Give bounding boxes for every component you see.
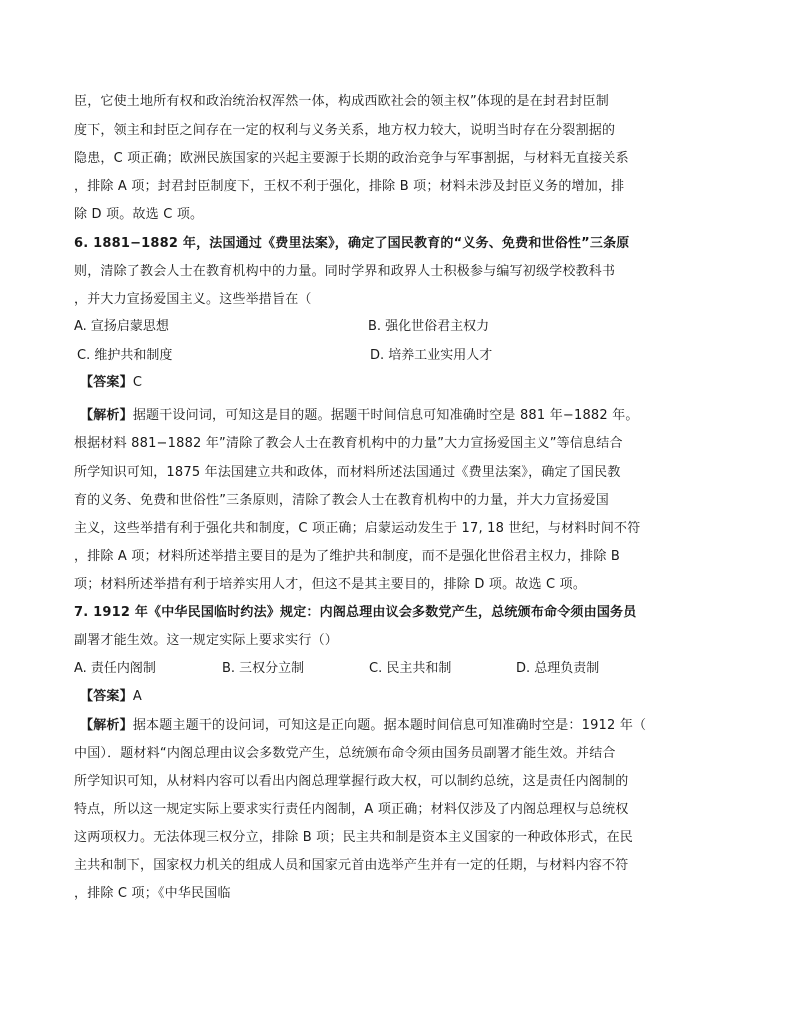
question-6-stem <box>74 235 629 253</box>
answer-value: A <box>132 689 142 704</box>
text-line: 中国）．题材料“内阁总理由议会多数党产生，总统颁布命令须由国务员副署才能生效。并结合 <box>74 746 616 761</box>
option-c: C. 维护共和制度 <box>77 348 173 363</box>
answer-label: 【答案】 <box>80 689 133 704</box>
text-line: 项；材料所述举措有利于培养实用人才，但这不是其主要目的，排除 D 项。故选 C 项。 <box>74 577 587 592</box>
text-line: 主共和制下，国家权力机关的组成人员和国家元首由选举产生并有一定的任期，与材料内容不符 <box>74 858 629 873</box>
answer-label: 【答案】 <box>80 375 133 390</box>
text-line: 则，清除了教会人士在教育机构中的力量。同时学界和政界人士积极参与编写初级学校教科书 <box>74 264 616 279</box>
text-line: 育的义务、免费和世俗性”三条原则，清除了教会人士在教育机构中的力量，并大力宣扬爱国 <box>74 493 609 508</box>
analysis-line <box>80 407 639 425</box>
analysis-label: 【解析】 <box>80 408 133 423</box>
text-line: ，排除 A 项；封君封臣制度下，王权不利于强化，排除 B 项；材料未涉及封臣义务的增加，排 <box>74 179 625 194</box>
question-7-stem <box>74 604 636 622</box>
text-line: 根据材料 881−1882 年”清除了教会人士在教育机构中的力量”大力宣扬爱国主义”等信息结合 <box>74 436 623 451</box>
text-line: 所学知识可知，从材料内容可以看出内阁总理掌握行政大权，可以制约总统，这是责任内阁制的 <box>74 774 629 789</box>
analysis-text: 据本题主题干的设问词，可知这是正向题。据本题时间信息可知准确时空是：1912 年（ <box>132 718 647 733</box>
text-line: ，并大力宣扬爱国主义。这些举措旨在（ <box>74 292 312 307</box>
option-d: D. 总理负责制 <box>516 661 600 676</box>
text-line: 除 D 项。故选 C 项。 <box>74 207 204 222</box>
option-d: D. 培养工业实用人才 <box>370 348 493 363</box>
question-7-stem-line: 7. 1912 年《中华民国临时约法》规定：内阁总理由议会多数党产生，总统颁布命令须由国务员 <box>74 605 637 620</box>
text-line: 臣，它使土地所有权和政治统治权浑然一体，构成西欧社会的领主权”体现的是在封君封臣制 <box>74 94 609 109</box>
analysis-text: 据题干设问词，可知这是目的题。据题干时间信息可知准确时空是 881 年−1882 年。 <box>132 408 639 423</box>
option-b: B. 三权分立制 <box>222 661 305 676</box>
answer-line <box>80 374 142 392</box>
option-a: A. 责任内阁制 <box>74 661 156 676</box>
text-line: 主义，这些举措有利于强化共和制度，C 项正确；启蒙运动发生于 17, 18 世纪，与材料时间不符 <box>74 521 641 536</box>
text-line: ，排除 C 项；《中华民国临 <box>74 886 231 901</box>
analysis-label: 【解析】 <box>80 718 133 733</box>
text-line: 特点，所以这一规定实际上要求实行责任内阁制，A 项正确；材料仅涉及了内阁总理权与总统权 <box>74 802 629 817</box>
question-6-stem-line: 6. 1881−1882 年，法国通过《费里法案》，确定了国民教育的“义务、免费和世俗性”三条原 <box>74 236 630 251</box>
text-line: 副署才能生效。这一规定实际上要求实行（） <box>74 633 339 648</box>
answer-value: C <box>132 375 143 390</box>
text-line: 所学知识可知，1875 年法国建立共和政体，而材料所述法国通过《费里法案》，确定了国民教 <box>74 465 621 480</box>
text-line: 这两项权力。无法体现三权分立，排除 B 项；民主共和制是资本主义国家的一种政体形式，在民 <box>74 830 633 845</box>
option-b: B. 强化世俗君主权力 <box>368 319 490 334</box>
text-line: 度下，领主和封臣之间存在一定的权利与义务关系，地方权力较大，说明当时存在分裂割据的 <box>74 123 616 138</box>
text-line: 隐患，C 项正确；欧洲民族国家的兴起主要源于长期的政治竞争与军事割据，与材料无直接关系 <box>74 151 629 166</box>
analysis-line <box>80 717 646 735</box>
option-c: C. 民主共和制 <box>369 661 452 676</box>
option-a: A. 宣扬启蒙思想 <box>74 319 169 334</box>
answer-line <box>80 688 142 706</box>
text-line: ，排除 A 项；材料所述举措主要目的是为了维护共和制度，而不是强化世俗君主权力，排除 B <box>74 549 621 564</box>
